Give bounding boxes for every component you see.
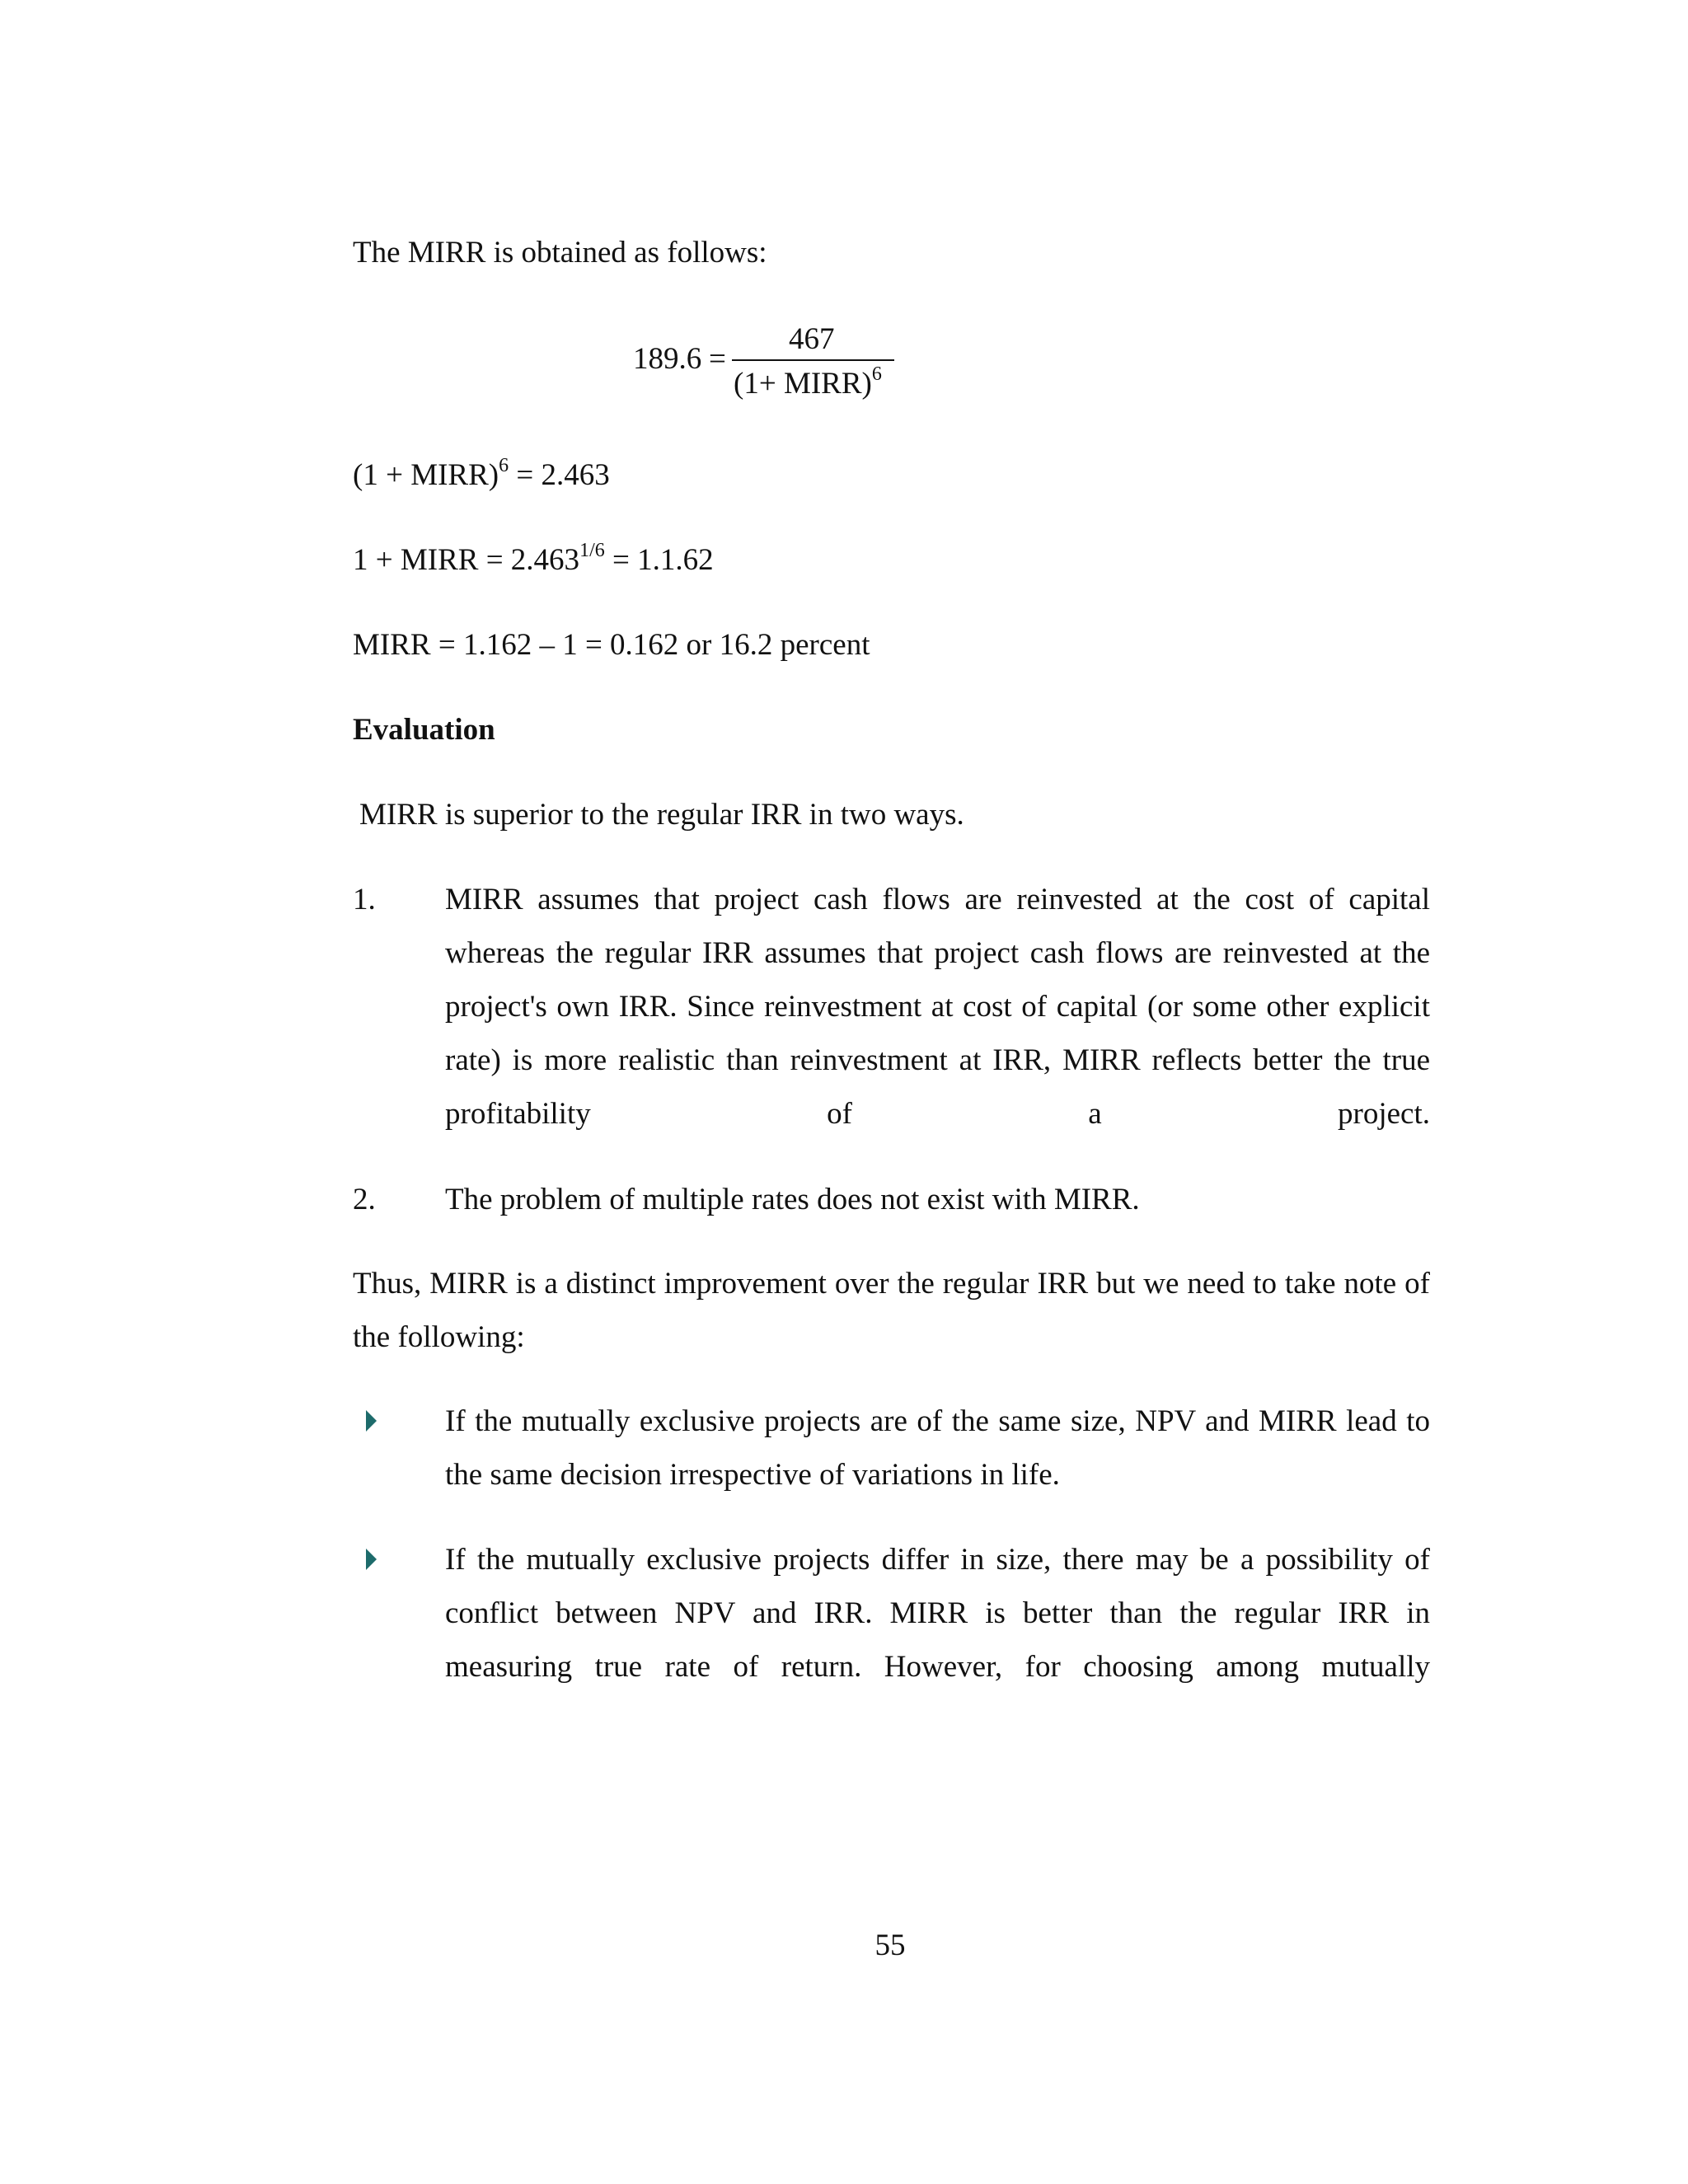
list-item-text: The problem of multiple rates does not exist with MIRR. [445,1183,1140,1216]
triangle-bullet-icon [366,1410,377,1432]
bullet-text: If the mutually exclusive projects differ in size, there may be a possibility of conflict between NPV and IRR. MIRR is better than the regular IRR in measuring true rate of return. However, for choosing among mutually [445,1543,1430,1684]
formula-denominator [734,363,882,401]
step-1-base: (1 + MIRR) [353,458,499,492]
bullet-text: If the mutually exclusive projects are of the same size, NPV and MIRR lead to the same decision irrespective of variations in life. [445,1404,1430,1492]
step-line-3: MIRR = 1.162 – 1 = 0.162 or 16.2 percent [353,628,870,662]
list-item-number: 2. [353,1183,376,1216]
evaluation-lead: MIRR is superior to the regular IRR in two ways. [359,798,964,832]
step-2-exponent: 1/6 [579,540,605,561]
formula-denominator-exponent: 6 [871,363,882,385]
formula-lhs: 189.6 [633,342,702,376]
triangle-bullet-icon [366,1549,377,1570]
summary-paragraph: Thus, MIRR is a distinct improvement over the regular IRR but we need to take note of the following: [353,1267,1430,1354]
fraction-rule [732,359,894,361]
step-2-result: = 1.1.62 [604,543,714,577]
evaluation-heading: Evaluation [353,713,495,747]
formula-equals: = [709,342,726,376]
page-number: 55 [874,1929,906,1962]
formula-numerator: 467 [789,322,835,356]
intro-text: The MIRR is obtained as follows: [353,236,767,269]
step-line-1 [353,455,610,492]
step-line-2 [353,540,714,577]
step-1-exponent: 6 [499,455,509,476]
step-1-result: = 2.463 [509,458,610,492]
formula-denominator-base: (1+ MIRR) [734,367,872,401]
list-item-text: MIRR assumes that project cash flows are reinvested at the cost of capital whereas the regular IRR assumes that project cash flows are reinvested at the project's own IRR. Since reinvestment at cost of capital (or some other explicit rate) is more realistic than reinvestment at IRR, MIRR reflects better the true profitability of a project. [445,883,1430,1131]
list-item-number: 1. [353,883,376,916]
step-2-base: 1 + MIRR = 2.463 [353,543,580,577]
